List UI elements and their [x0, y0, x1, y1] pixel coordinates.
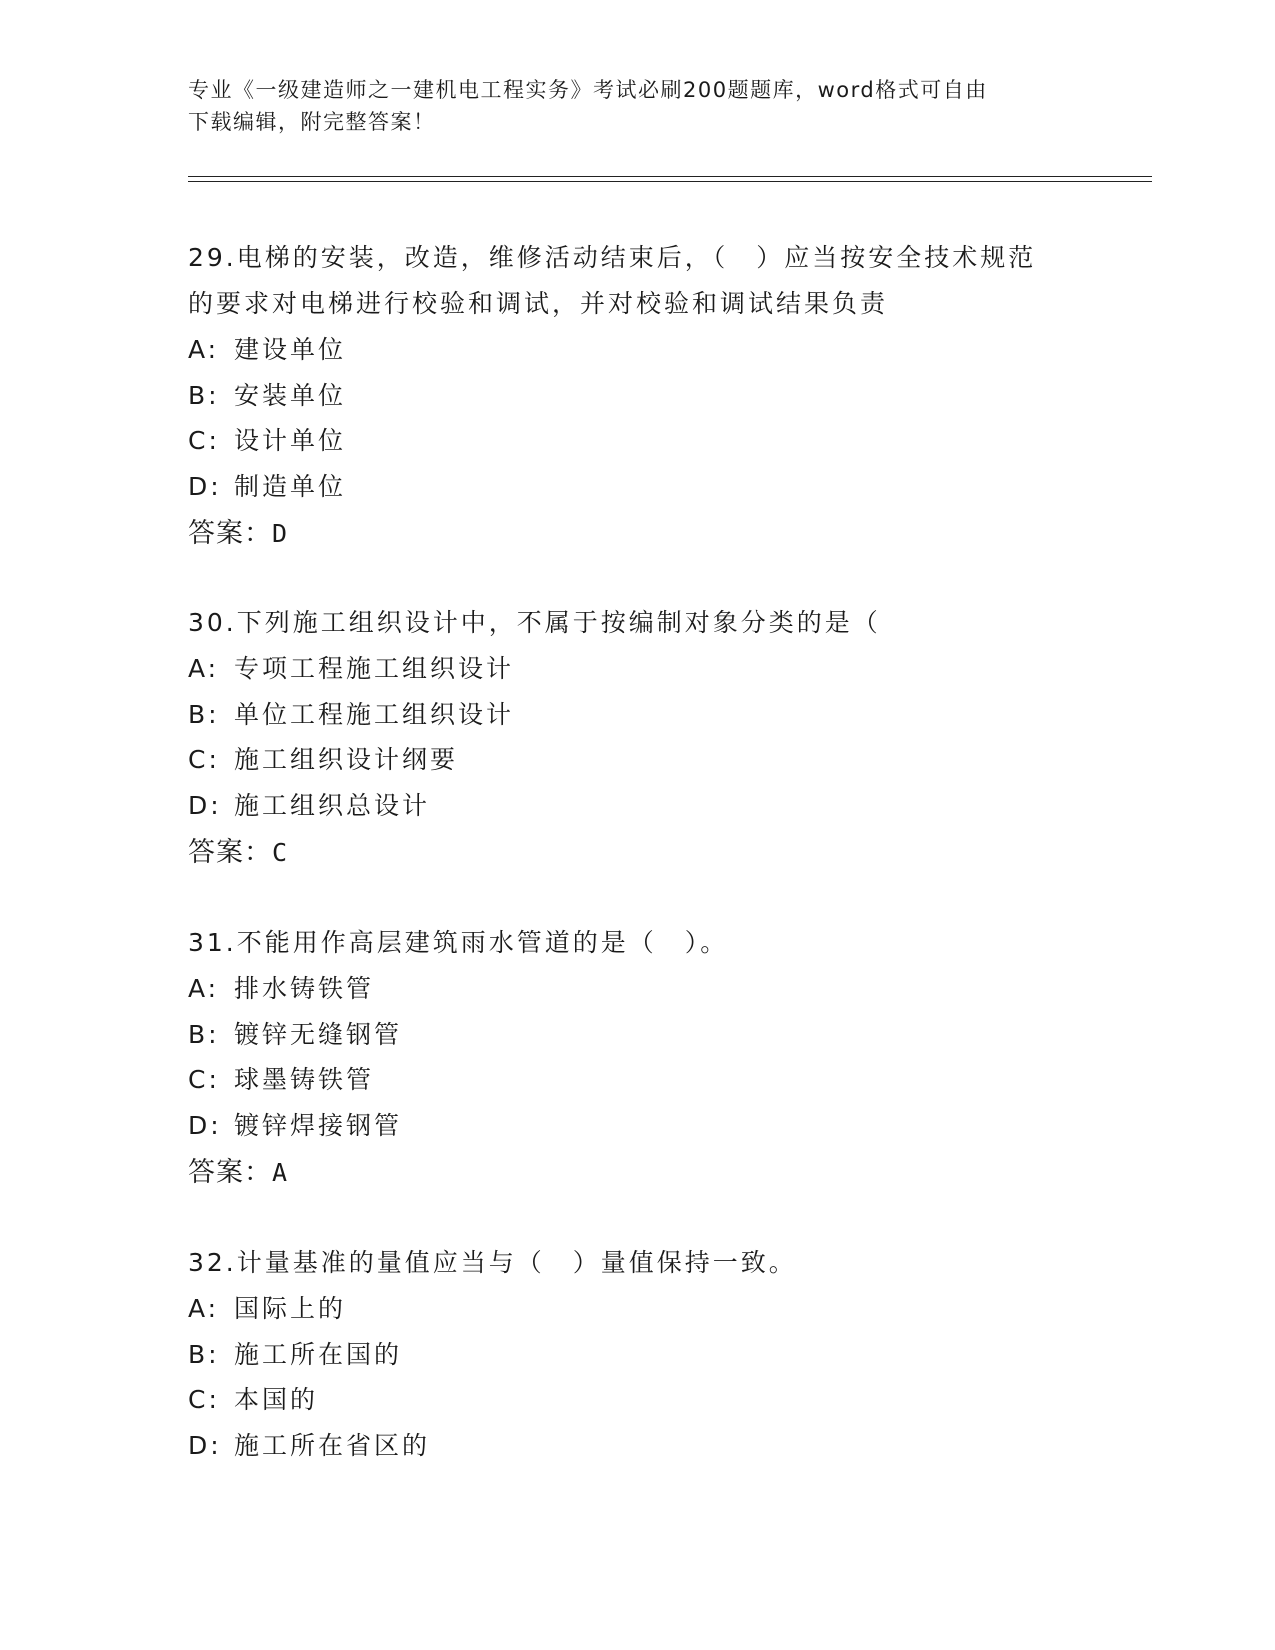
option-letter: D: [188, 1110, 222, 1140]
header-line-1: 专业《一级建造师之一建机电工程实务》考试必刷200题题库，word格式可自由 [188, 78, 988, 102]
option-letter: A: [188, 335, 220, 364]
option-letter: C: [188, 426, 220, 455]
option-b [188, 692, 1088, 738]
option-b [188, 373, 1088, 419]
option-b [188, 1012, 1088, 1058]
option-c [188, 1057, 1088, 1103]
answer-label: 答案： [188, 837, 272, 868]
question-stem-line-1: 30.下列施工组织设计中，不属于按编制对象分类的是（ [188, 608, 881, 637]
option-letter: C: [188, 1065, 220, 1094]
header-divider-bottom [188, 181, 1152, 182]
option-letter: A: [188, 654, 220, 683]
option-text: 专项工程施工组织设计 [234, 654, 515, 683]
option-text: 设计单位 [234, 426, 347, 455]
option-letter: A: [188, 1294, 220, 1323]
option-a [188, 966, 1088, 1012]
option-text: 排水铸铁管 [234, 974, 375, 1003]
question-stem [188, 600, 1088, 646]
option-text: 制造单位 [234, 471, 347, 501]
question-29 [188, 235, 1088, 557]
option-a [188, 1286, 1088, 1332]
option-c [188, 418, 1088, 464]
option-letter: B: [188, 699, 220, 729]
option-letter: B: [188, 1019, 220, 1049]
answer-line [188, 511, 1088, 557]
option-c [188, 737, 1088, 783]
option-text: 施工组织设计纲要 [234, 745, 459, 774]
option-d [188, 1423, 1088, 1469]
document-header [188, 74, 1088, 138]
option-letter: B: [188, 1339, 220, 1369]
option-a [188, 646, 1088, 692]
option-text: 施工所在省区的 [234, 1430, 431, 1460]
answer-value: D [272, 519, 288, 548]
question-stem-line-1: 32.计量基准的量值应当与（ ）量值保持一致。 [188, 1248, 797, 1277]
option-text: 安装单位 [234, 380, 347, 410]
option-text: 施工组织总设计 [234, 790, 431, 820]
answer-line [188, 830, 1088, 876]
option-letter: D: [188, 790, 222, 820]
answer-line [188, 1150, 1088, 1196]
question-31 [188, 920, 1088, 1196]
option-b [188, 1332, 1088, 1378]
option-text: 国际上的 [234, 1294, 347, 1323]
question-stem-line-1: 31.不能用作高层建筑雨水管道的是（ ）。 [188, 928, 729, 957]
question-stem [188, 235, 1088, 327]
question-stem [188, 920, 1088, 966]
option-d [188, 783, 1088, 829]
option-letter: D: [188, 471, 222, 501]
option-text: 建设单位 [234, 335, 347, 364]
answer-value: C [272, 838, 288, 867]
header-divider-top [188, 176, 1152, 177]
question-stem [188, 1240, 1088, 1286]
option-text: 镀锌焊接钢管 [234, 1110, 403, 1140]
option-letter: B: [188, 380, 220, 410]
option-text: 镀锌无缝钢管 [234, 1019, 403, 1049]
header-line-2: 下载编辑，附完整答案！ [188, 110, 436, 134]
option-letter: A: [188, 974, 220, 1003]
option-d [188, 1103, 1088, 1149]
option-letter: D: [188, 1430, 222, 1460]
question-stem-line-2: 的要求对电梯进行校验和调试，并对校验和调试结果负责 [188, 289, 889, 318]
question-30 [188, 600, 1088, 876]
option-text: 本国的 [234, 1385, 319, 1414]
option-letter: C: [188, 745, 220, 774]
option-text: 球墨铸铁管 [234, 1065, 375, 1094]
option-c [188, 1377, 1088, 1423]
answer-value: A [272, 1158, 288, 1187]
option-letter: C: [188, 1385, 220, 1414]
answer-label: 答案： [188, 1157, 272, 1188]
option-a [188, 327, 1088, 373]
question-stem-line-1: 29.电梯的安装，改造，维修活动结束后，（ ）应当按安全技术规范 [188, 243, 1037, 272]
answer-label: 答案： [188, 518, 272, 549]
option-d [188, 464, 1088, 510]
question-32 [188, 1240, 1088, 1468]
option-text: 施工所在国的 [234, 1339, 403, 1369]
option-text: 单位工程施工组织设计 [234, 699, 515, 729]
